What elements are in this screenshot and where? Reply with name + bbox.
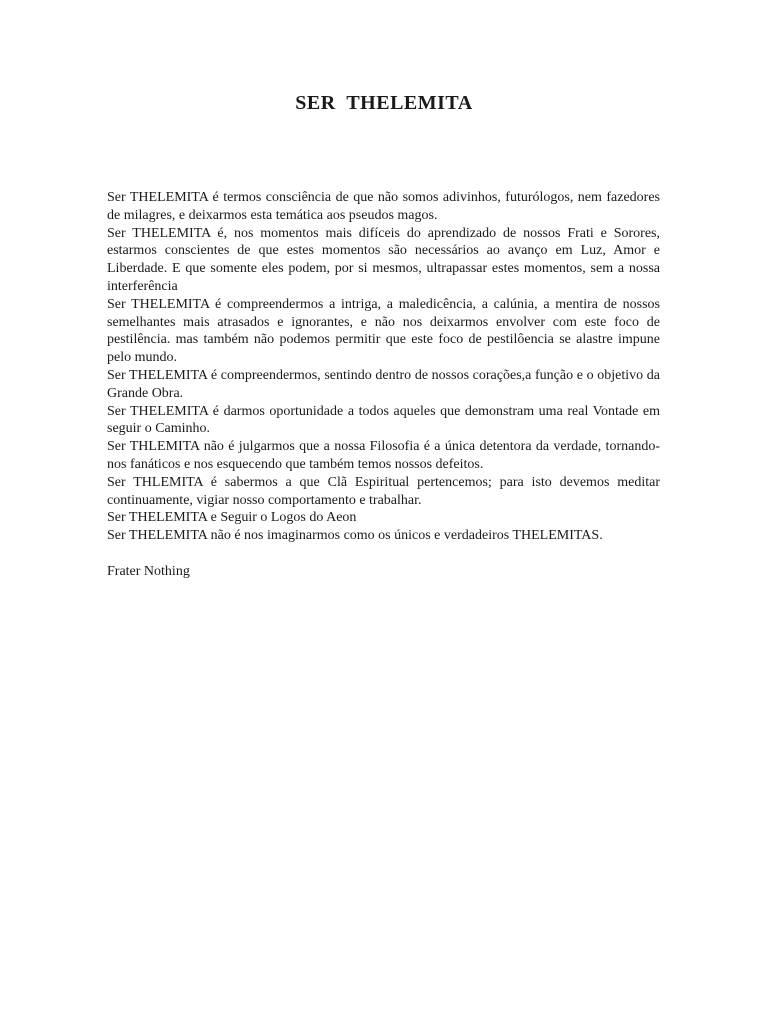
paragraph-2: Ser THELEMITA é, nos momentos mais difíceis do aprendizado de nossos Frati e Sorores, estarmos conscientes de que estes momentos são necessários ao avanço em Luz, Amor e Liberdade. E que somente eles podem, por si mesmos, ultrapassar estes momentos, sem a nossa interferência xyxy=(107,225,660,294)
document-body xyxy=(107,189,660,581)
paragraph-8: Ser THELEMITA e Seguir o Logos do Aeon xyxy=(107,510,357,526)
paragraph-3: Ser THELEMITA é compreendermos a intriga, a maledicência, a calúnia, a mentira de nossos semelhantes mais atrasados e ignorantes, e não nos deixarmos envolver com este foco de pestilência. mas também não podemos permitir que este foco de pestilôencia se alastre impune pelo mundo. xyxy=(107,296,660,366)
paragraph-7: Ser THLEMITA é sabermos a que Clã Espiritual pertencemos; para isto devemos meditar continuamente, vigiar nosso comportamento e trabalhar. xyxy=(107,474,660,508)
signature: Frater Nothing xyxy=(107,563,190,579)
paragraph-5: Ser THELEMITA é darmos oportunidade a todos aqueles que demonstram uma real Vontade em seguir o Caminho. xyxy=(107,403,660,437)
paragraph-6: Ser THLEMITA não é julgarmos que a nossa Filosofia é a única detentora da verdade, tornando-nos fanáticos e nos esquecendo que também temos nossos defeitos. xyxy=(107,439,660,472)
document-title: SER THELEMITA xyxy=(295,92,473,114)
paragraph-4: Ser THELEMITA é compreendermos, sentindo dentro de nossos corações,a função e o objetivo da Grande Obra. xyxy=(107,367,660,401)
paragraph-9: Ser THELEMITA não é nos imaginarmos como os únicos e verdadeiros THELEMITAS. xyxy=(107,528,603,544)
paragraph-1: Ser THELEMITA é termos consciência de que não somos adivinhos, futurólogos, nem fazedores de milagres, e deixarmos esta temática aos pseudos magos. xyxy=(107,190,660,223)
